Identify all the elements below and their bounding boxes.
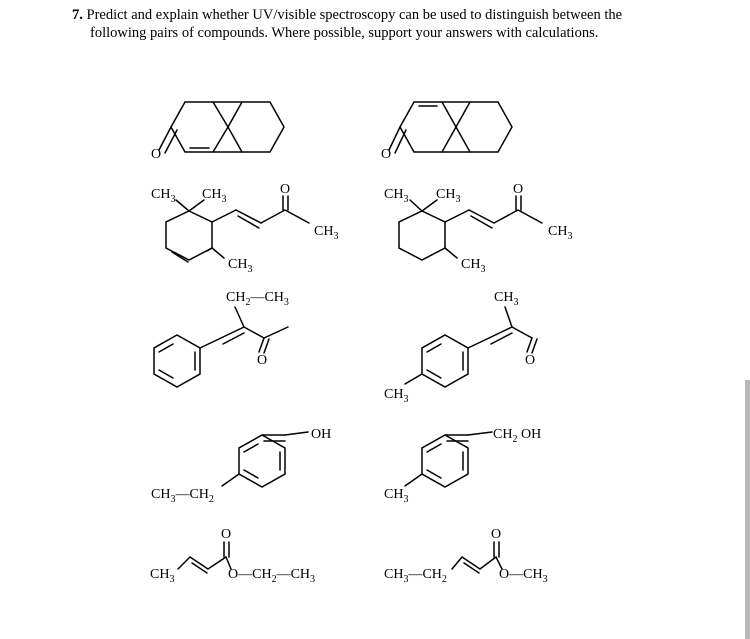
pair5-right-ch3-ch2: $CH_3—CH_2$ [384, 567, 447, 585]
pair4-left-oh: OH [311, 427, 332, 442]
pair1-left-oxygen: O [151, 147, 162, 162]
pair2-left-ch3-c: $CH_3$ [228, 257, 253, 275]
pair3-right-ch3-top: $CH_3$ [494, 290, 519, 308]
pair4-right-ch3: $CH_3$ [384, 487, 409, 505]
pair2-right-structure [384, 182, 572, 275]
pair4-right-structure [384, 427, 541, 505]
pair2-left-structure [151, 182, 338, 275]
pair3-right-oxygen: O [525, 353, 536, 368]
question-line-1-text: Predict and explain whether UV/visible spectroscopy can be used to distinguish between the [86, 7, 623, 23]
pair4-left-structure [151, 427, 331, 505]
pair5-left-structure [150, 527, 315, 585]
pair2-left-oxygen: O [280, 182, 291, 197]
pair5-left-ch3: $CH_3$ [150, 567, 175, 585]
pair2-right-ch3-d: $CH_3$ [548, 224, 573, 242]
pair2-left-ch3-d: $CH_3$ [314, 224, 339, 242]
pair1-left-structure [151, 102, 284, 162]
pair5-left-ester: $O—CH_2—CH_3$ [228, 567, 316, 585]
pair5-right-ester: $O—CH_3$ [499, 567, 548, 585]
pair2-left-ch3-b: $CH_3$ [202, 187, 227, 205]
pair3-right-ch3-ring: $CH_3$ [384, 387, 409, 405]
pair3-left-ch2-ch3: $CH_2—CH_3$ [226, 290, 289, 308]
pair2-right-ch3-a: $CH_3$ [384, 187, 409, 205]
pair5-right-carbonyl-oxygen: O [491, 527, 502, 542]
pair2-right-ch3-b: $CH_3$ [436, 187, 461, 205]
question-line-2: following pairs of compounds. Where possible, support your answers with calculations. [90, 25, 599, 41]
pair1-right-structure [381, 102, 512, 162]
scrollbar[interactable] [745, 380, 750, 639]
pair2-right-ch3-c: $CH_3$ [461, 257, 486, 275]
pair5-left-carbonyl-oxygen: O [221, 527, 232, 542]
pair4-left-ch3-ch2: $CH_3—CH_2$ [151, 487, 214, 505]
question-number: 7. [72, 7, 83, 23]
pair3-right-structure [384, 290, 537, 405]
pair2-right-oxygen: O [513, 182, 524, 197]
pair1-right-oxygen: O [381, 147, 392, 162]
pair2-left-ch3-a: $CH_3$ [151, 187, 176, 205]
pair4-right-ch2oh: $CH_2$ OH [493, 427, 542, 445]
pair5-right-structure [384, 527, 548, 585]
pair3-left-oxygen: O [257, 353, 268, 368]
pair3-left-structure [154, 290, 289, 387]
